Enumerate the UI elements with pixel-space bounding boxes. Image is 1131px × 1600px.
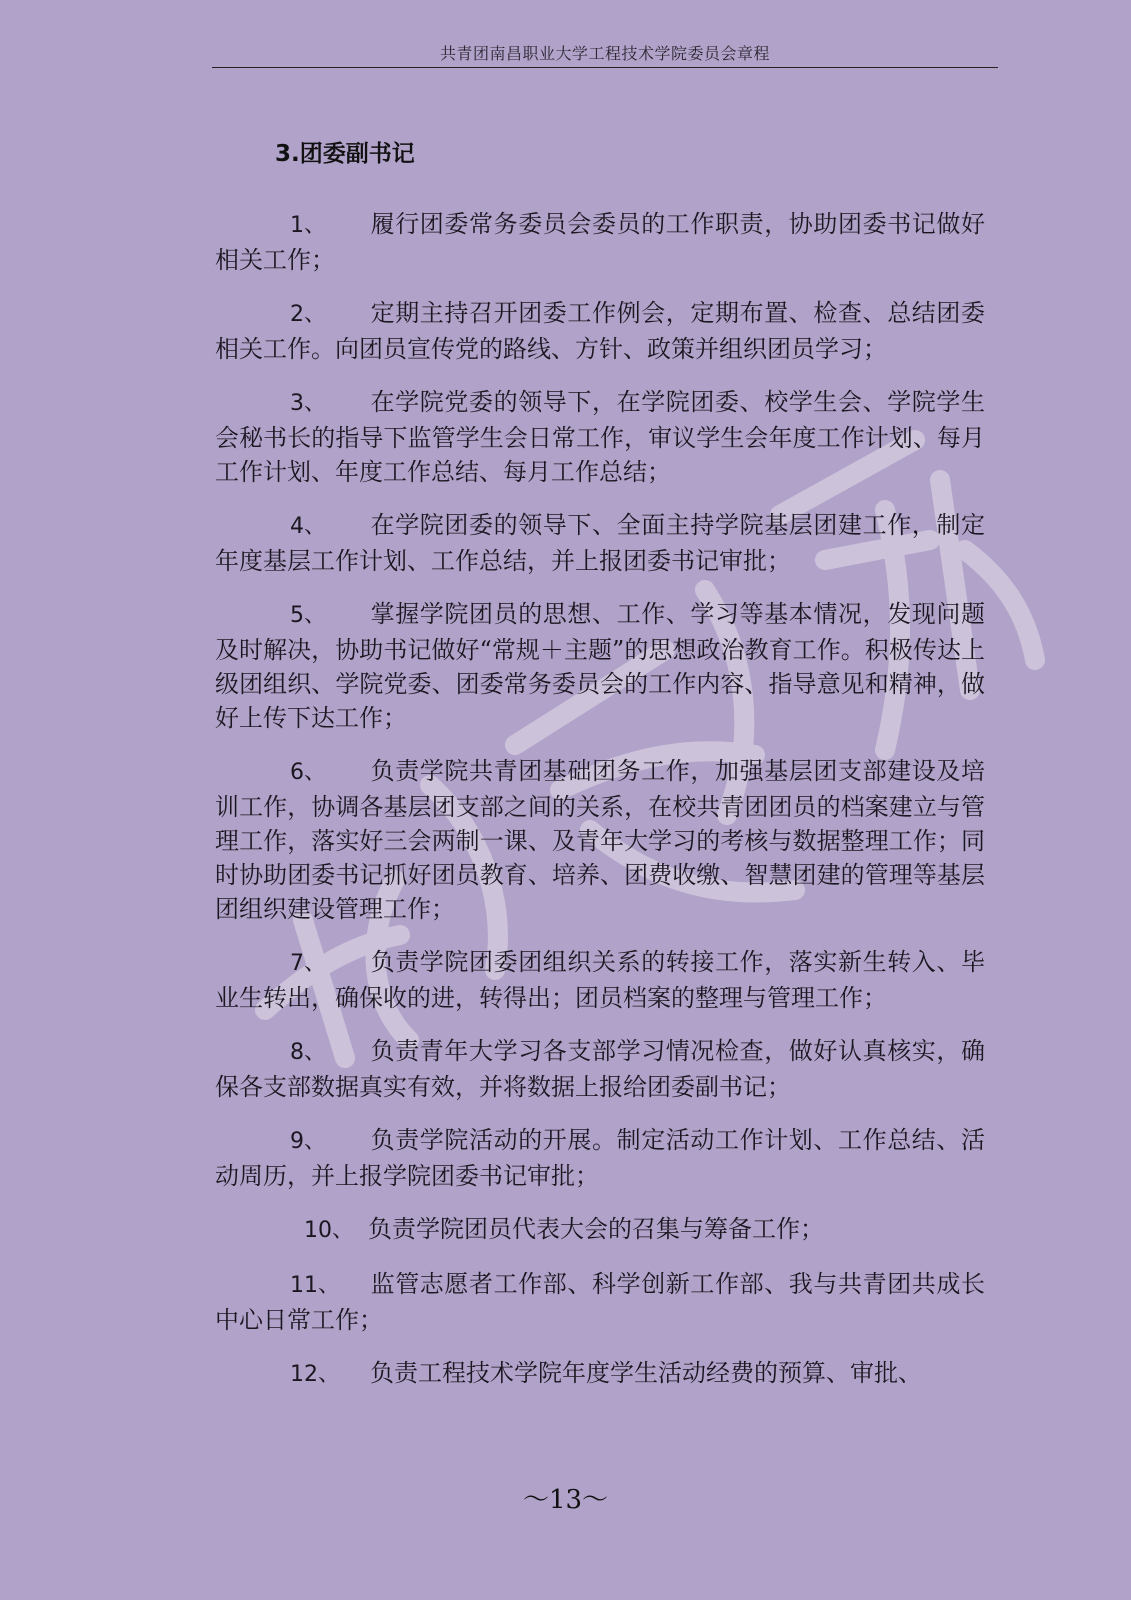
list-item-2 bbox=[215, 296, 985, 366]
list-item-5 bbox=[215, 597, 985, 735]
list-item-1 bbox=[215, 207, 985, 277]
list-item-6 bbox=[215, 754, 985, 926]
list-item-10 bbox=[215, 1212, 985, 1248]
list-item-text: 负责学院团员代表大会的召集与筹备工作； bbox=[368, 1215, 824, 1243]
list-item-text: 负责工程技术学院年度学生活动经费的预算、审批、 bbox=[370, 1359, 922, 1387]
list-item-number: 7、 bbox=[290, 951, 326, 976]
list-item-text: 掌握学院团员的思想、工作、学习等基本情况，发现问题及时解决，协助书记做好“常规＋主题”的思想政治教育工作。积极传达上级团组织、学院党委、团委常务委员会的工作内容、指导意见和精神，做好上传下达工作； bbox=[215, 600, 985, 732]
list-item-4 bbox=[215, 508, 985, 578]
list-item-number: 12、 bbox=[290, 1362, 340, 1387]
list-item-text: 履行团委常务委员会委员的工作职责，协助团委书记做好相关工作； bbox=[215, 210, 985, 274]
list-item-number: 6、 bbox=[290, 760, 326, 785]
list-item-text: 负责学院活动的开展。制定活动工作计划、工作总结、活动周历，并上报学院团委书记审批； bbox=[215, 1126, 985, 1190]
list-item-text: 负责学院团委团组织关系的转接工作，落实新生转入、毕业生转出，确保收的进，转得出；团员档案的整理与管理工作； bbox=[215, 948, 985, 1012]
section-title: 3.团委副书记 bbox=[275, 141, 415, 167]
page-number: ～13～ bbox=[522, 1485, 609, 1515]
list-item-number: 3、 bbox=[290, 391, 326, 416]
list-item-number: 5、 bbox=[290, 603, 326, 628]
header-title: 共青团南昌职业大学工程技术学院委员会章程 bbox=[439, 44, 770, 63]
list-item-number: 8、 bbox=[290, 1040, 326, 1065]
list-item-11 bbox=[215, 1267, 985, 1337]
list-item-number: 10、 bbox=[304, 1218, 354, 1243]
list-item-3 bbox=[215, 385, 985, 489]
header-rule bbox=[212, 67, 998, 68]
list-item-number: 11、 bbox=[290, 1273, 340, 1298]
list-item-9 bbox=[215, 1123, 985, 1193]
list-item-text: 在学院团委的领导下、全面主持学院基层团建工作，制定年度基层工作计划、工作总结，并上报团委书记审批； bbox=[215, 511, 985, 575]
list-item-number: 1、 bbox=[290, 213, 326, 238]
list-item-number: 2、 bbox=[290, 302, 326, 327]
list-item-text: 监管志愿者工作部、科学创新工作部、我与共青团共成长中心日常工作； bbox=[215, 1270, 985, 1334]
page-header bbox=[212, 43, 998, 69]
list-item-number: 4、 bbox=[290, 514, 326, 539]
list-item-text: 负责学院共青团基础团务工作，加强基层团支部建设及培训工作，协调各基层团支部之间的关系，在校共青团团员的档案建立与管理工作，落实好三会两制一课、及青年大学习的考核与数据整理工作；同时协助团委书记抓好团员教育、培养、团费收缴、智慧团建的管理等基层团组织建设管理工作； bbox=[215, 757, 985, 923]
list-item-8 bbox=[215, 1034, 985, 1104]
list-item-number: 9、 bbox=[290, 1129, 326, 1154]
list-item-12 bbox=[215, 1356, 985, 1392]
list-item-text: 负责青年大学习各支部学习情况检查，做好认真核实，确保各支部数据真实有效，并将数据上报给团委副书记； bbox=[215, 1037, 985, 1101]
regulation-list bbox=[215, 207, 985, 1411]
list-item-text: 定期主持召开团委工作例会，定期布置、检查、总结团委相关工作。向团员宣传党的路线、方针、政策并组织团员学习； bbox=[215, 299, 985, 363]
list-item-7 bbox=[215, 945, 985, 1015]
list-item-text: 在学院党委的领导下，在学院团委、校学生会、学院学生会秘书长的指导下监管学生会日常工作，审议学生会年度工作计划、每月工作计划、年度工作总结、每月工作总结； bbox=[215, 388, 985, 486]
